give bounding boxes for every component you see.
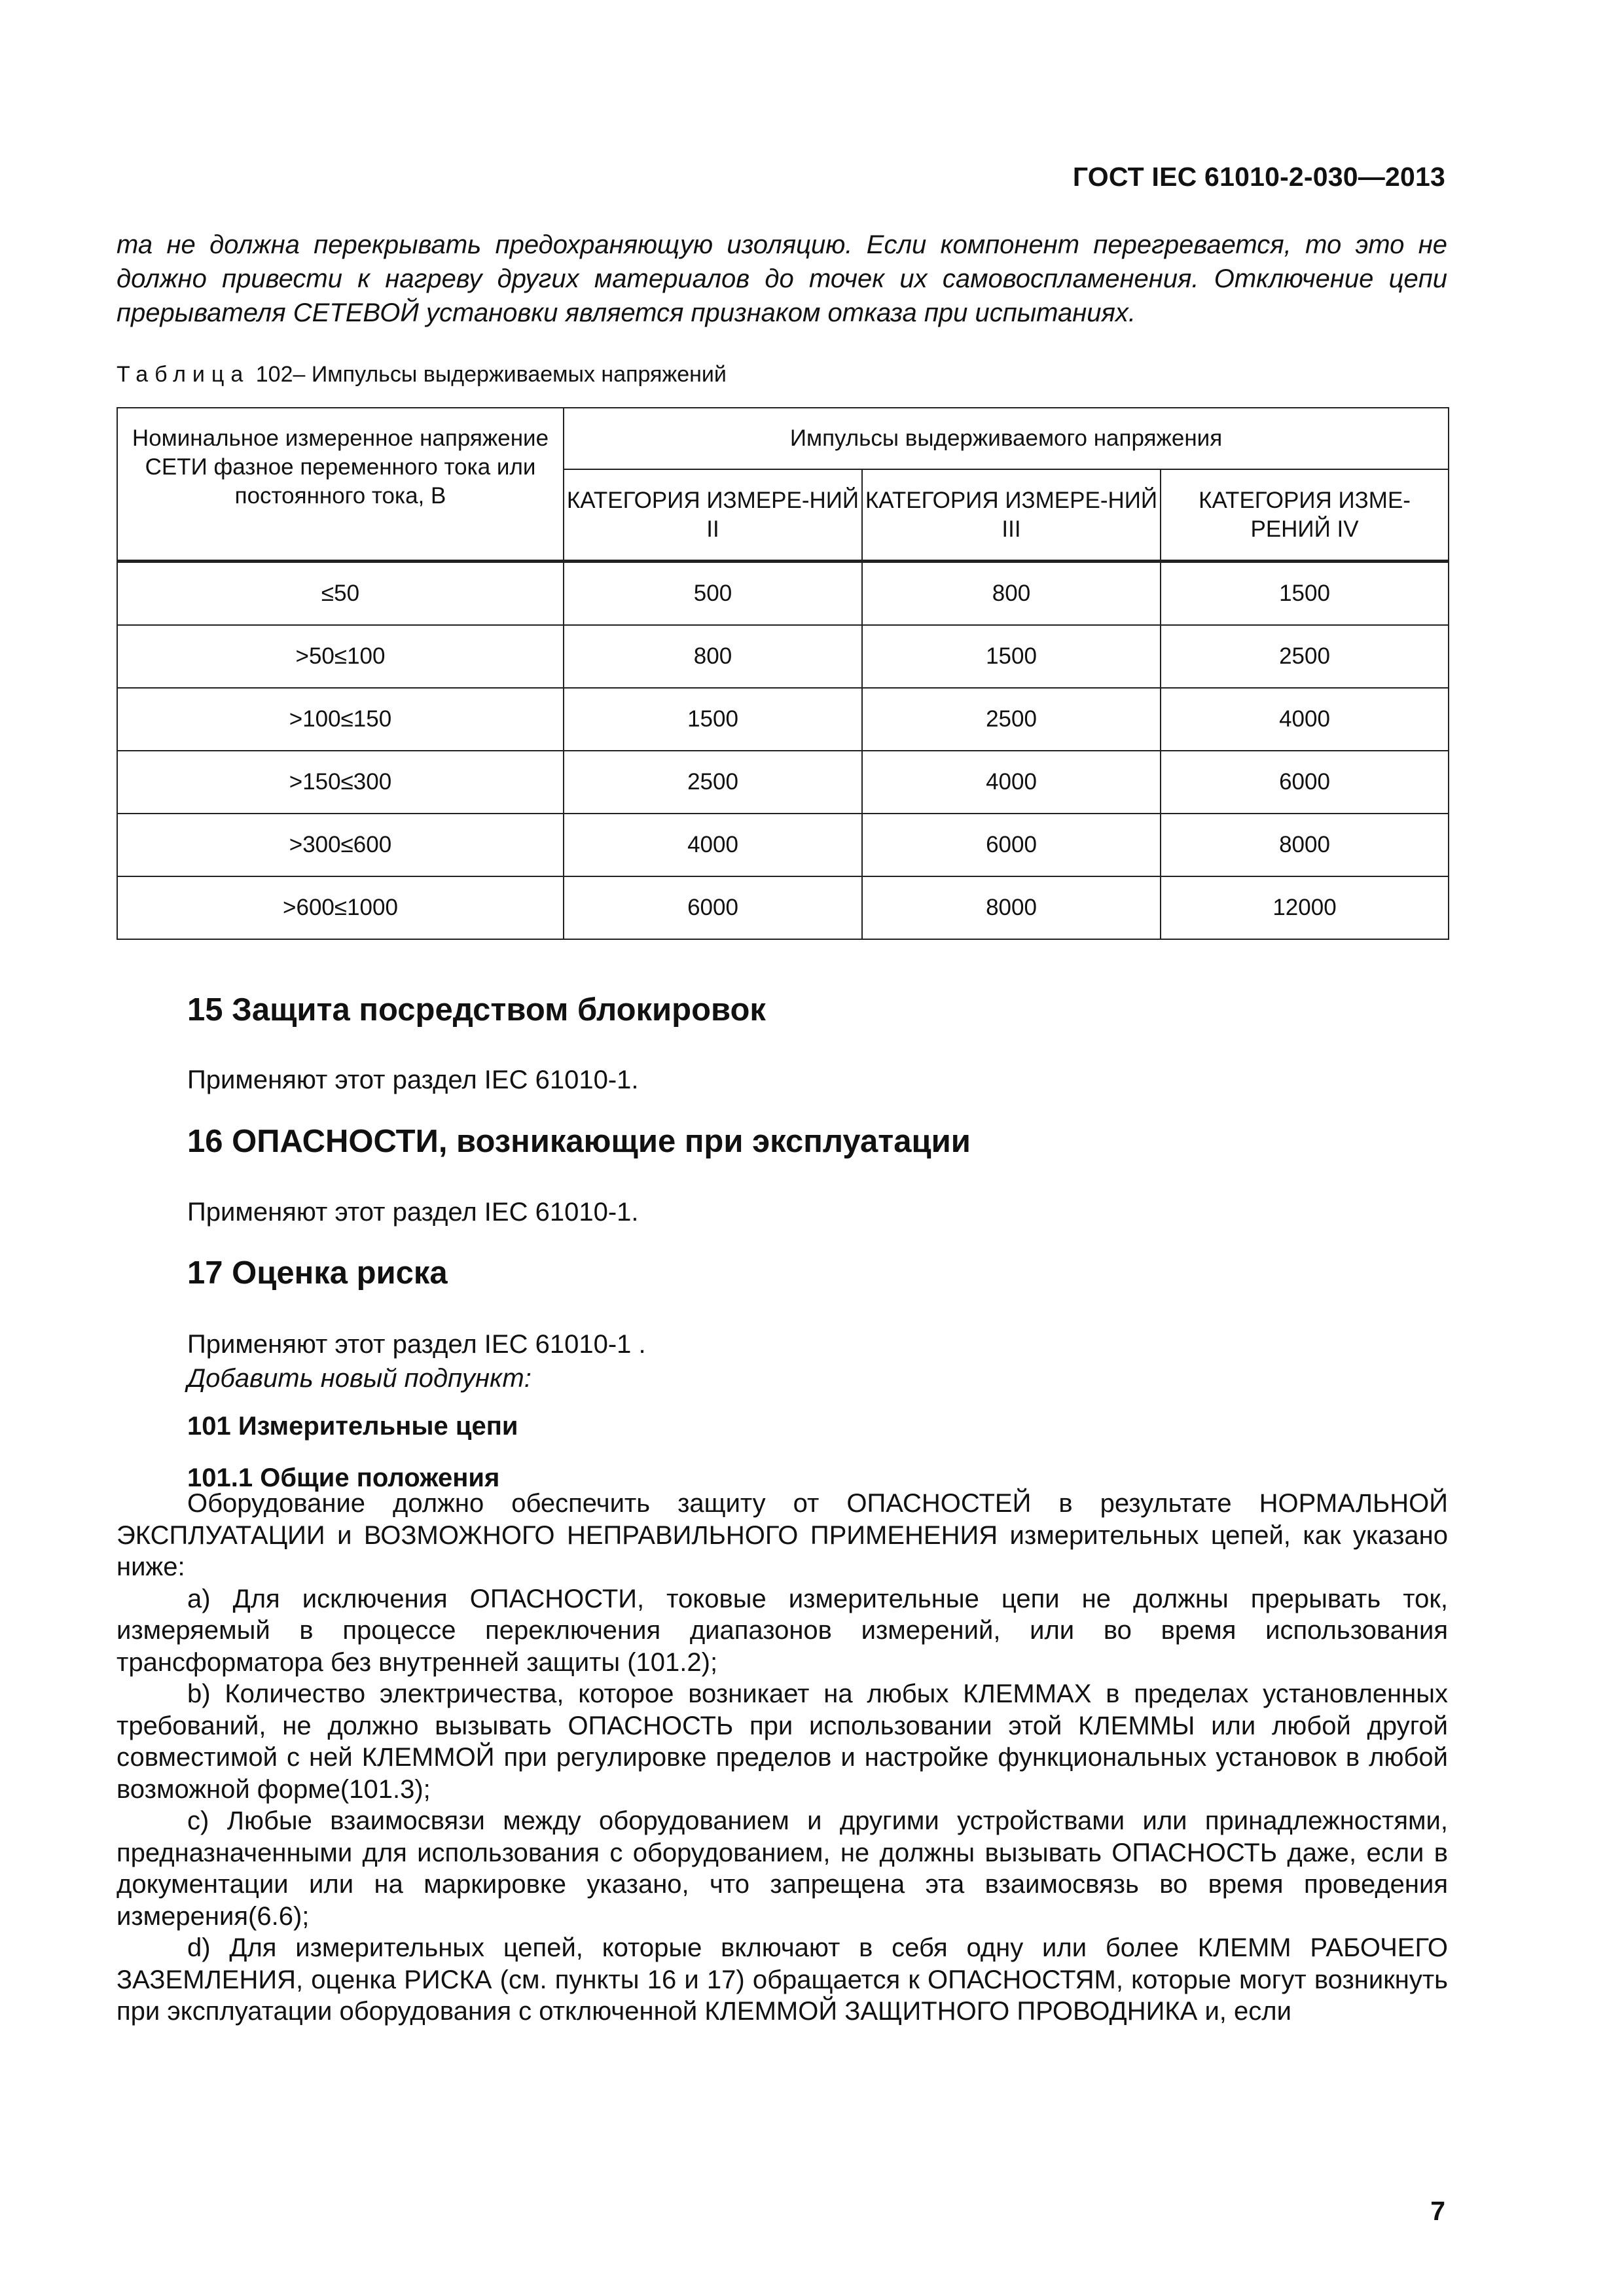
value-cell: 6000 bbox=[1161, 751, 1449, 814]
table-row bbox=[117, 562, 1449, 626]
category-header: КАТЕГОРИЯ ИЗМЕРЕ-НИЙ II bbox=[564, 469, 862, 562]
voltage-cell: >150≤300 bbox=[117, 751, 564, 814]
value-cell: 12000 bbox=[1161, 876, 1449, 939]
value-cell: 2500 bbox=[564, 751, 862, 814]
impulse-group-header: Импульсы выдерживаемого напряжения bbox=[564, 408, 1449, 469]
table-row bbox=[117, 688, 1449, 751]
body-paragraph: b) Количество электричества, которое возникает на любых КЛЕММАХ в пределах установленных требований, не должно вызывать ОПАСНОСТЬ при использовании этой КЛЕММЫ или любой другой совместимой с ней КЛЕММОЙ при регулировке пределов и настройке функциональных установок в любой возможной форме(101.3); bbox=[117, 1679, 1448, 1804]
value-cell: 4000 bbox=[564, 814, 862, 876]
body-paragraph: Оборудование должно обеспечить защиту от ОПАСНОСТЕЙ в результате НОРМАЛЬНОЙ ЭКСПЛУАТАЦИИ и ВОЗМОЖНОГО НЕПРАВИЛЬНОГО ПРИМЕНЕНИЯ измерительных цепей, как указано ниже: bbox=[117, 1489, 1448, 1581]
value-cell: 1500 bbox=[564, 688, 862, 751]
value-cell: 6000 bbox=[564, 876, 862, 939]
table-row bbox=[117, 625, 1449, 688]
general-provisions-text bbox=[117, 1488, 1448, 2028]
withstand-voltage-table bbox=[117, 407, 1449, 940]
value-cell: 4000 bbox=[862, 751, 1161, 814]
section-15-title: 15 Защита посредством блокировок bbox=[187, 992, 766, 1028]
page-number: 7 bbox=[1430, 2196, 1445, 2226]
table-row bbox=[117, 751, 1449, 814]
section-15-text: Применяют этот раздел IEC 61010-1. bbox=[187, 1066, 639, 1094]
category-header: КАТЕГОРИЯ ИЗМЕРЕ-НИЙ III bbox=[862, 469, 1161, 562]
table-caption-word: Таблица bbox=[117, 362, 250, 387]
body-paragraph: а) Для исключения ОПАСНОСТИ, токовые измерительные цепи не должны прерывать ток, измеряемый в процессе переключения диапазонов измерений, или во время использования трансформатора без внутренней защиты (101.2); bbox=[117, 1584, 1448, 1677]
section-17-add-note: Добавить новый подпункт: bbox=[187, 1364, 532, 1393]
section-17-title: 17 Оценка риска bbox=[187, 1255, 448, 1291]
value-cell: 8000 bbox=[862, 876, 1161, 939]
table-row bbox=[117, 876, 1449, 939]
value-cell: 500 bbox=[564, 562, 862, 626]
voltage-cell: >300≤600 bbox=[117, 814, 564, 876]
value-cell: 800 bbox=[862, 562, 1161, 626]
document-id-header: ГОСТ IEC 61010-2-030—2013 bbox=[1072, 162, 1445, 192]
value-cell: 800 bbox=[564, 625, 862, 688]
value-cell: 2500 bbox=[862, 688, 1161, 751]
subsection-101-1-title: 101.1 Общие положения bbox=[187, 1463, 500, 1492]
category-header: КАТЕГОРИЯ ИЗМЕ-РЕНИЙ IV bbox=[1161, 469, 1449, 562]
section-16-text: Применяют этот раздел IEC 61010-1. bbox=[187, 1198, 639, 1227]
intro-paragraph: та не должна перекрывать предохраняющую изоляцию. Если компонент перегревается, то это не должно привести к нагреву других материалов до точек их самовоспламенения. Отключение цепи прерывателя СЕТЕВОЙ установки является признаком отказа при испытаниях. bbox=[117, 230, 1447, 327]
value-cell: 4000 bbox=[1161, 688, 1449, 751]
value-cell: 2500 bbox=[1161, 625, 1449, 688]
value-cell: 8000 bbox=[1161, 814, 1449, 876]
table-caption-text: 102– Импульсы выдерживаемых напряжений bbox=[255, 362, 727, 387]
voltage-cell: >100≤150 bbox=[117, 688, 564, 751]
voltage-cell: >600≤1000 bbox=[117, 876, 564, 939]
subsection-101-title: 101 Измерительные цепи bbox=[187, 1412, 518, 1441]
voltage-cell: >50≤100 bbox=[117, 625, 564, 688]
section-17-text: Применяют этот раздел IEC 61010-1 . bbox=[187, 1330, 646, 1359]
value-cell: 1500 bbox=[1161, 562, 1449, 626]
body-paragraph: d) Для измерительных цепей, которые включают в себя одну или более КЛЕММ РАБОЧЕГО ЗАЗЕМЛЕНИЯ, оценка РИСКА (см. пункты 16 и 17) обращается к ОПАСНОСТЯМ, которые могут возникнуть при эксплуатации оборудования с отключенной КЛЕММОЙ ЗАЩИТНОГО ПРОВОДНИКА и, если bbox=[117, 1933, 1448, 2026]
section-16-title: 16 ОПАСНОСТИ, возникающие при эксплуатации bbox=[187, 1124, 971, 1159]
table-caption bbox=[117, 362, 727, 387]
body-paragraph: с) Любые взаимосвязи между оборудованием и другими устройствами или принадлежностями, предназначенными для использования с оборудованием, не должны вызывать ОПАСНОСТЬ даже, если в документации или на маркировке указано, что запрещена эта взаимосвязь во время проведения измерения(6.6); bbox=[117, 1806, 1448, 1931]
voltage-cell: ≤50 bbox=[117, 562, 564, 626]
value-cell: 1500 bbox=[862, 625, 1161, 688]
table-row bbox=[117, 814, 1449, 876]
voltage-column-header: Номинальное измеренное напряжение СЕТИ фазное переменного тока или постоянного тока, В bbox=[117, 408, 564, 562]
value-cell: 6000 bbox=[862, 814, 1161, 876]
